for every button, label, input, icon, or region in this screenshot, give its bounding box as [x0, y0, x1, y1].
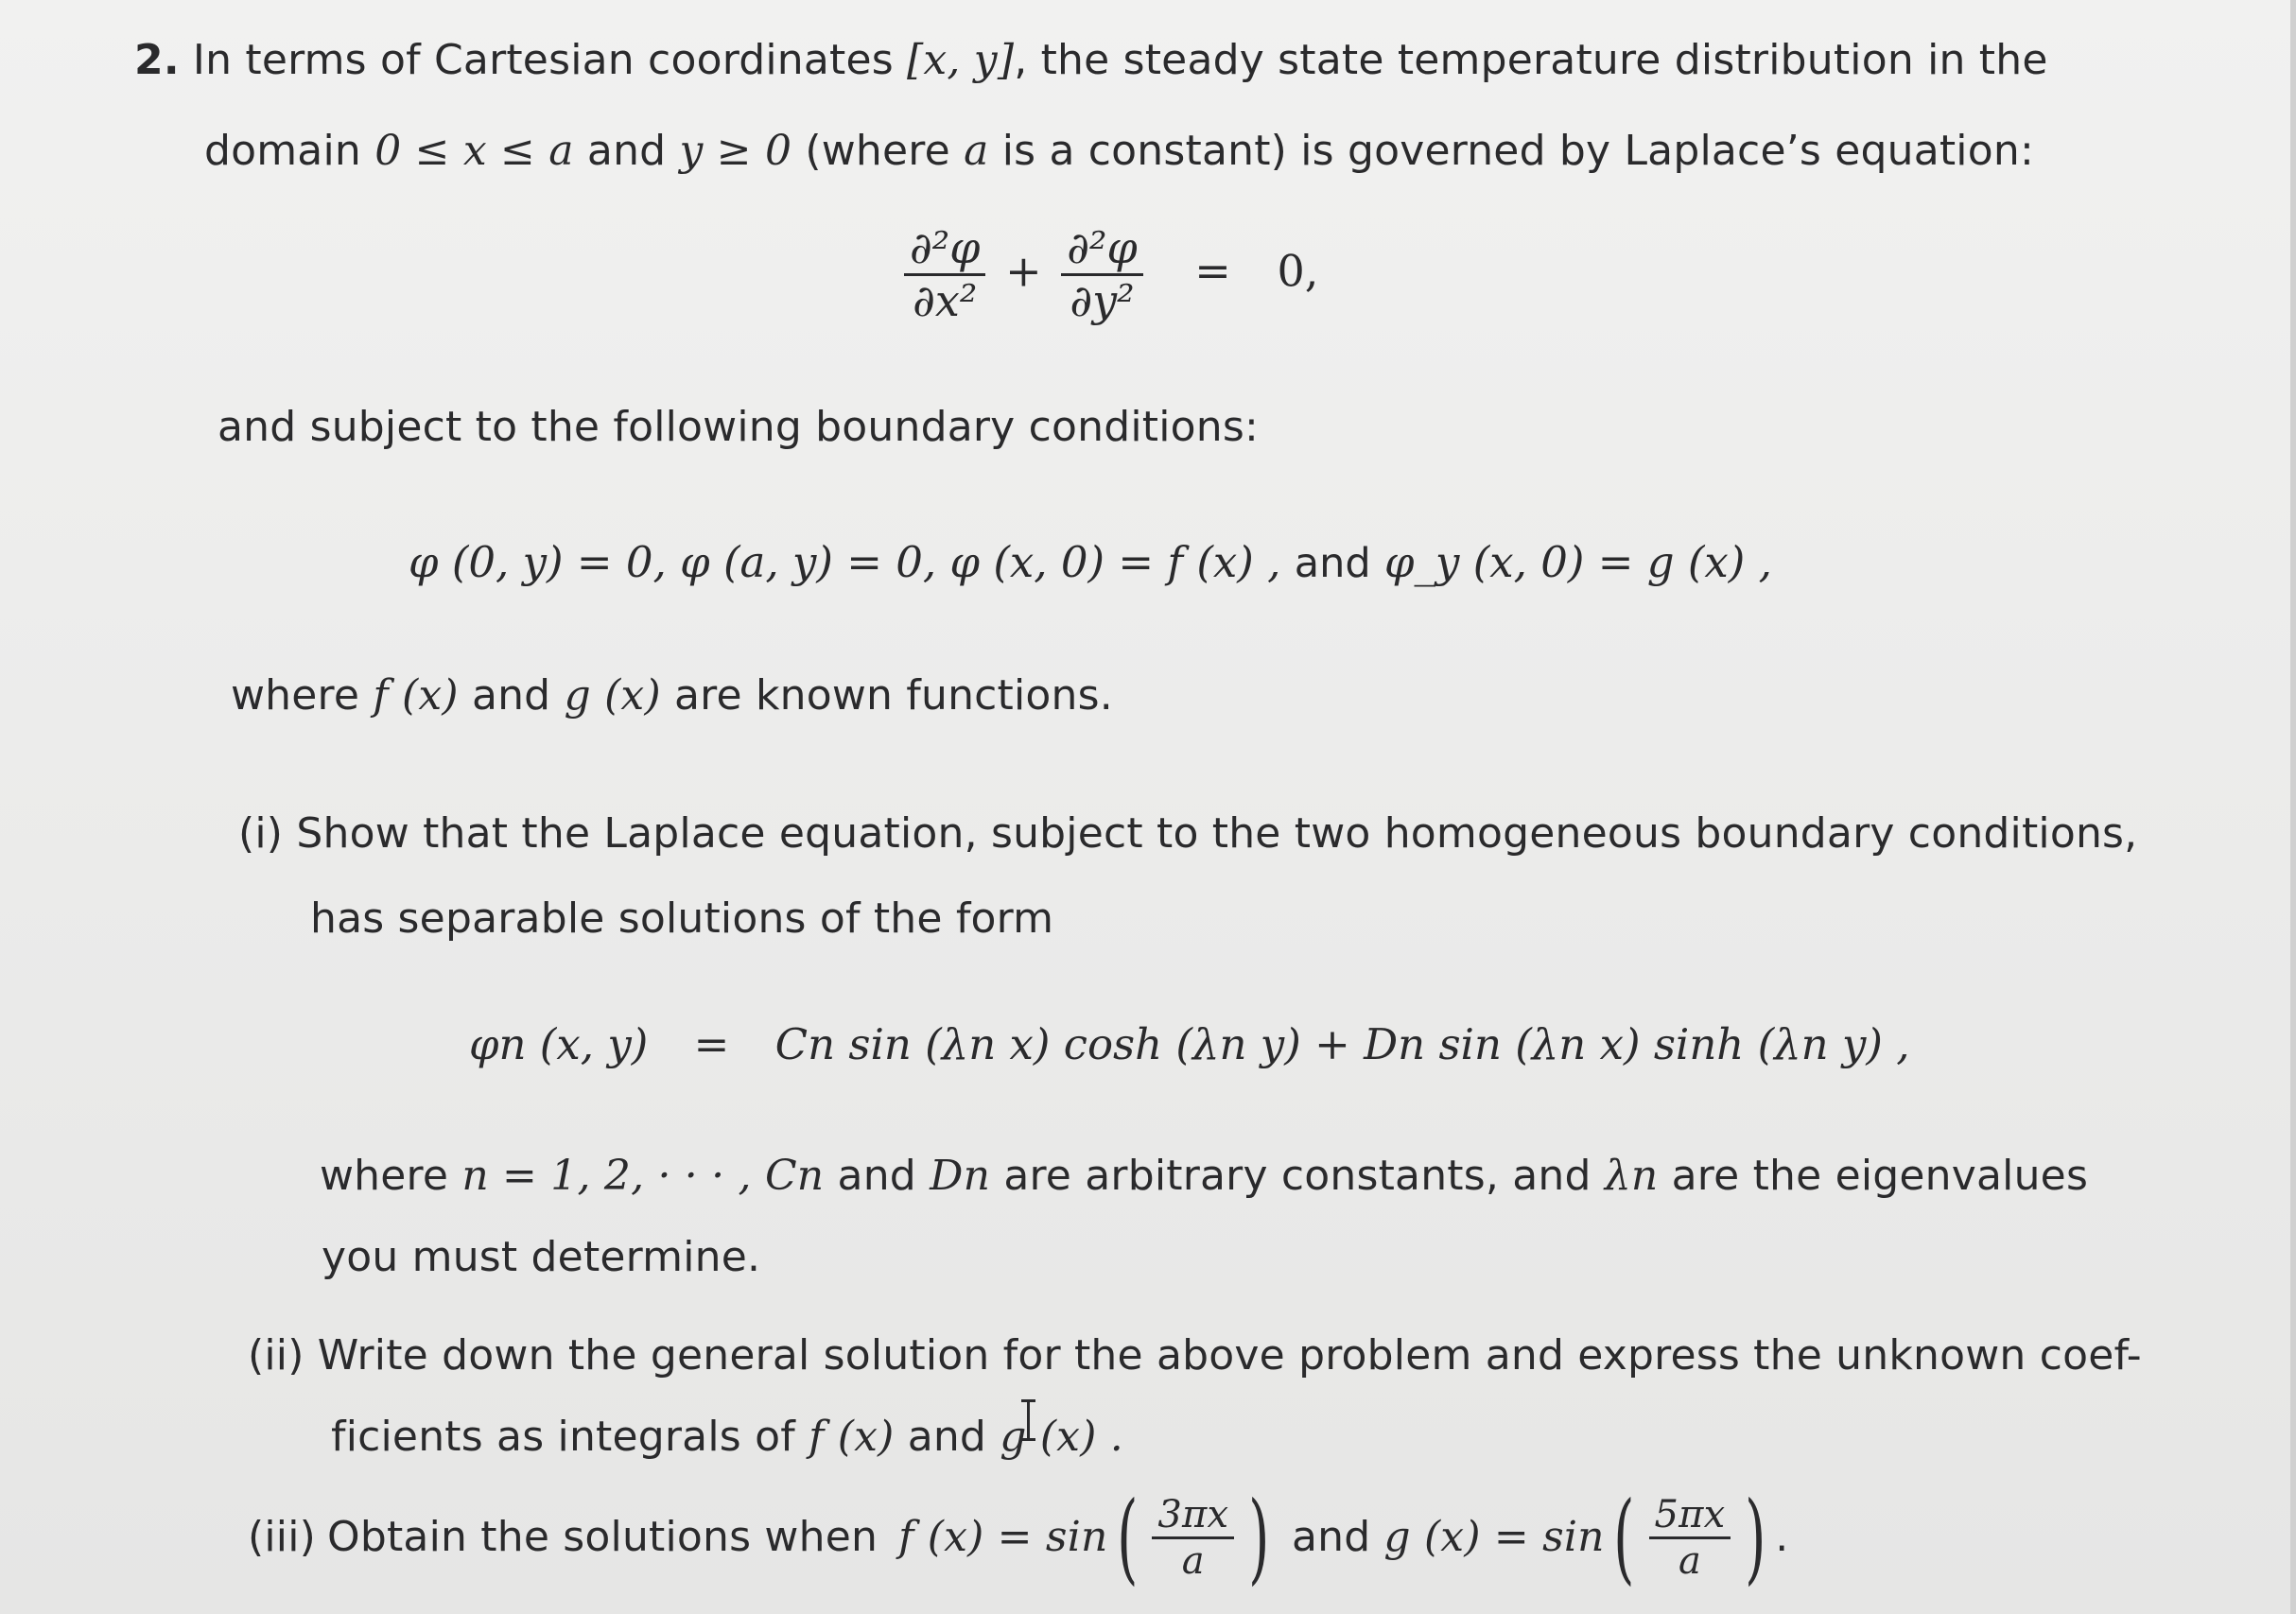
laplace-term-2 [1061, 223, 1142, 326]
where-and: and [471, 671, 551, 720]
f-fraction-den: a [1181, 1538, 1205, 1583]
laplace-rhs: 0, [1277, 245, 1319, 297]
paren-close-2: ) [1745, 1480, 1767, 1595]
part-i-where-line-2: you must determine. [322, 1233, 761, 1281]
f-fraction [1152, 1493, 1234, 1583]
question-intro-line-1 [134, 36, 2048, 86]
part-iii-end: . [1775, 1512, 1789, 1561]
bc-4: φ_y (x, 0) = g (x) , [1383, 537, 1772, 587]
dn-math: Dn [930, 1152, 991, 1200]
boundary-conditions [409, 537, 1772, 587]
term1-denominator: ∂x² [913, 274, 978, 326]
bc-3: φ (x, 0) = f (x) , [949, 537, 1281, 587]
part-iii-line [248, 1480, 1789, 1595]
part-iii-and: and [1292, 1512, 1371, 1561]
part-i-text-1: Show that the Laplace equation, subject to the two homogeneous boundary conditions, [296, 809, 2138, 858]
g-fraction [1649, 1493, 1731, 1583]
solution-lhs: φn (x, y) [469, 1019, 649, 1069]
bc-and: and [1294, 540, 1371, 587]
part-iii-g-lhs: g (x) = sin [1383, 1512, 1605, 1561]
part-i-where: where [320, 1152, 449, 1200]
n-values-math: n = 1, 2, · · · , [461, 1152, 752, 1200]
g-fraction-den: a [1678, 1538, 1701, 1583]
intro-and: and [586, 127, 667, 175]
where-g-math: g (x) [564, 671, 661, 720]
part-ii-line-2 [331, 1413, 1123, 1463]
part-i-arbitrary: are arbitrary constants, and [1003, 1152, 1592, 1200]
bc-2: φ (a, y) = 0, [680, 537, 937, 587]
solution-equals: = [693, 1019, 730, 1069]
laplace-equation [898, 223, 1318, 326]
part-i-line-1 [238, 809, 2137, 859]
lambda-n-math: λn [1604, 1152, 1659, 1200]
part-ii-g-math: g (x) . [1000, 1413, 1123, 1461]
domain-y-math: y ≥ 0 [679, 127, 792, 175]
question-number: 2. [134, 36, 180, 84]
bc-1: φ (0, y) = 0, [409, 537, 667, 587]
paren-open-1: ( [1116, 1480, 1139, 1595]
where-text: where [231, 671, 360, 720]
part-i-line-2: has separable solutions of the form [310, 894, 1054, 943]
part-i-and: and [837, 1152, 916, 1200]
const-a-math: a [964, 127, 989, 175]
part-ii-label: (ii) [248, 1331, 304, 1380]
separable-solution [469, 1019, 1910, 1069]
part-iii-label: (iii) [248, 1512, 317, 1561]
part-ii-text-1: Write down the general solution for the above problem and express the unknown coef- [317, 1331, 2142, 1380]
monitor-edge [2290, 0, 2296, 1614]
laplace-term-1 [904, 223, 985, 326]
part-iii-f-lhs: f (x) = sin [898, 1512, 1108, 1561]
cn-math: Cn [764, 1152, 825, 1200]
part-ii-f-math: f (x) [809, 1413, 895, 1461]
question-intro-line-2 [204, 127, 2034, 177]
bc-intro: and subject to the following boundary conditions: [217, 403, 1259, 451]
part-iii-text: Obtain the solutions when [327, 1512, 878, 1561]
domain-x-math: 0 ≤ x ≤ a [374, 127, 574, 175]
term2-denominator: ∂y² [1070, 274, 1135, 326]
part-ii-text-2: ficients as integrals of [331, 1413, 795, 1461]
part-ii-and: and [907, 1413, 987, 1461]
laplace-plus: + [1005, 245, 1042, 297]
intro-text-2a: domain [204, 127, 361, 175]
where-known-functions [231, 671, 1113, 721]
coords-math: [x, y] [907, 36, 1015, 84]
solution-rhs: Cn sin (λn x) cosh (λn y) + Dn sin (λn x) sinh (λn y) , [774, 1019, 1910, 1069]
part-i-label: (i) [238, 809, 284, 858]
text-cursor-icon [1027, 1399, 1043, 1441]
where-known: are known functions. [674, 671, 1113, 720]
g-fraction-num: 5πx [1649, 1493, 1731, 1539]
paren-open-2: ( [1612, 1480, 1635, 1595]
intro-text-2b: (where [805, 127, 950, 175]
intro-text-1b: , the steady state temperature distribution in the [1014, 36, 2048, 84]
intro-text-1a: In terms of Cartesian coordinates [192, 36, 894, 84]
part-i-eigenvalues: are the eigenvalues [1671, 1152, 2089, 1200]
part-ii-line-1 [248, 1331, 2142, 1381]
intro-text-2c: is a constant) is governed by Laplace’s equation: [1001, 127, 2034, 175]
term2-numerator: ∂²φ [1061, 223, 1142, 276]
f-fraction-num: 3πx [1152, 1493, 1234, 1539]
laplace-equals: = [1194, 245, 1231, 297]
where-f-math: f (x) [373, 671, 459, 720]
paren-close-1: ) [1248, 1480, 1270, 1595]
part-i-where-line [320, 1152, 2088, 1202]
term1-numerator: ∂²φ [904, 223, 985, 276]
